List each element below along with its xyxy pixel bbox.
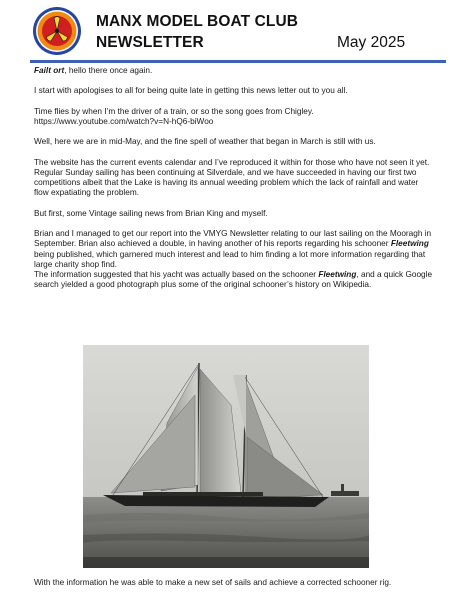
header-rule [30, 60, 446, 63]
newsletter-title: NEWSLETTER [96, 34, 204, 51]
greeting-text: , hello there once again. [64, 66, 153, 75]
newsletter-header [0, 0, 450, 66]
weather-paragraph: Well, here we are in mid-May, and the fine spell of weather that began in March is still with us. [34, 137, 376, 147]
schooner-name-2: Fleetwing [318, 269, 357, 279]
greeting-bold: Failt ort [34, 66, 65, 75]
issue-date: May 2025 [337, 34, 406, 51]
youtube-link[interactable]: https://www.youtube.com/watch?v=N-hQ6-biWoo [34, 116, 214, 126]
vmyg-text-a: Brian and I managed to get our report into the VMYG Newsletter relating to our last sailing on the Mooragh in September. Brian also achieved a double, in having another of his reports regarding his schooner [34, 229, 432, 249]
newsletter-body [34, 66, 434, 301]
info-text-a: The information suggested that his yacht was actually based on the schooner [34, 269, 319, 279]
closing-paragraph: With the information he was able to make a new set of sails and achieve a corrected schooner rig. [34, 578, 392, 587]
vintage-paragraph: But first, some Vintage sailing news from Brian King and myself. [34, 208, 268, 218]
info-text-b: , and a quick Google search yielded a good photograph plus some of the original schooner’s history on Wikipedia. [34, 269, 433, 290]
vmyg-paragraph [34, 229, 434, 270]
vmyg-text-b: being published, which garnered much interest and lead to him finding a lot more information regarding that large charity shop find. [34, 249, 426, 269]
schooner-photo [83, 345, 369, 568]
club-name: MANX MODEL BOAT CLUB [96, 13, 299, 30]
greeting-paragraph [34, 66, 434, 76]
schooner-image [83, 345, 369, 568]
club-logo-icon [32, 6, 82, 56]
website-paragraph: The website has the current events calendar and I’ve reproduced it within for those who have not seen it yet. Regular Sunday sailing has been continuing at Silverdale, and we have succeeded in having our first two competitions albeit that the Lake is having its annual weeding problem which the lack of rainfall and water flow expatiating the problem. [34, 157, 430, 198]
apology-paragraph: I start with apologises to all for being quite late in getting this news letter out to you all. [34, 86, 348, 96]
info-paragraph [34, 270, 434, 290]
schooner-name: Fleetwing [390, 239, 429, 249]
time-flies-paragraph: Time flies by when I’m the driver of a train, or so the song goes from Chigley. [34, 106, 314, 116]
